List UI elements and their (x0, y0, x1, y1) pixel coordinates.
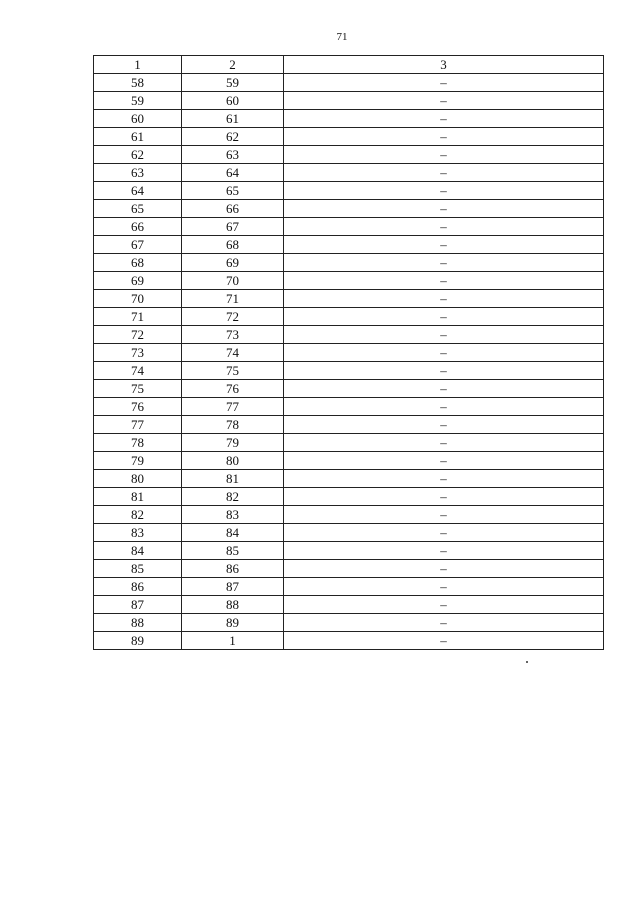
table-cell-col-2: 60 (182, 92, 284, 110)
table-cell-col-2: 76 (182, 380, 284, 398)
table-cell-col-1: 63 (94, 164, 182, 182)
table-cell-col-3: – (284, 398, 604, 416)
table-cell-col-3: – (284, 254, 604, 272)
table-cell-col-1: 66 (94, 218, 182, 236)
table-row (94, 290, 604, 308)
table-body (94, 74, 604, 650)
table-cell-col-1: 69 (94, 272, 182, 290)
table-row (94, 182, 604, 200)
table-cell-col-3: – (284, 290, 604, 308)
table-cell-col-1: 76 (94, 398, 182, 416)
table-cell-col-2: 81 (182, 470, 284, 488)
table-cell-col-1: 88 (94, 614, 182, 632)
table-cell-col-3: – (284, 164, 604, 182)
table-row (94, 398, 604, 416)
table-cell-col-1: 61 (94, 128, 182, 146)
table-cell-col-2: 70 (182, 272, 284, 290)
table-cell-col-1: 74 (94, 362, 182, 380)
table-cell-col-2: 68 (182, 236, 284, 254)
table-cell-col-2: 69 (182, 254, 284, 272)
table-cell-col-2: 89 (182, 614, 284, 632)
column-header-1: 1 (94, 56, 182, 74)
table-cell-col-2: 63 (182, 146, 284, 164)
table-cell-col-1: 70 (94, 290, 182, 308)
table-cell-col-2: 64 (182, 164, 284, 182)
table-row (94, 74, 604, 92)
table-row (94, 632, 604, 650)
table-header (94, 56, 604, 74)
table-row (94, 596, 604, 614)
table-cell-col-2: 83 (182, 506, 284, 524)
table-cell-col-3: – (284, 488, 604, 506)
table-cell-col-3: – (284, 416, 604, 434)
table-cell-col-2: 78 (182, 416, 284, 434)
table-cell-col-3: – (284, 272, 604, 290)
table-row (94, 236, 604, 254)
table-cell-col-2: 73 (182, 326, 284, 344)
table-cell-col-3: – (284, 218, 604, 236)
table-cell-col-3: – (284, 146, 604, 164)
table-cell-col-1: 86 (94, 578, 182, 596)
table-row (94, 254, 604, 272)
table-cell-col-3: – (284, 200, 604, 218)
table-cell-col-3: – (284, 506, 604, 524)
table-cell-col-2: 82 (182, 488, 284, 506)
table-cell-col-2: 88 (182, 596, 284, 614)
table-cell-col-2: 61 (182, 110, 284, 128)
table-row (94, 524, 604, 542)
table-row (94, 416, 604, 434)
table-cell-col-1: 77 (94, 416, 182, 434)
table-cell-col-1: 85 (94, 560, 182, 578)
table-cell-col-2: 62 (182, 128, 284, 146)
table-cell-col-1: 87 (94, 596, 182, 614)
table-cell-col-2: 86 (182, 560, 284, 578)
table-cell-col-1: 80 (94, 470, 182, 488)
table-cell-col-3: – (284, 614, 604, 632)
table-row (94, 272, 604, 290)
table-cell-col-1: 72 (94, 326, 182, 344)
table-row (94, 506, 604, 524)
table-cell-col-3: – (284, 524, 604, 542)
table-cell-col-3: – (284, 74, 604, 92)
column-header-3: 3 (284, 56, 604, 74)
table-row (94, 344, 604, 362)
table-row (94, 488, 604, 506)
table-cell-col-1: 71 (94, 308, 182, 326)
table-cell-col-2: 84 (182, 524, 284, 542)
table-row (94, 578, 604, 596)
table-cell-col-3: – (284, 236, 604, 254)
table-cell-col-1: 78 (94, 434, 182, 452)
table-cell-col-2: 71 (182, 290, 284, 308)
table-cell-col-2: 1 (182, 632, 284, 650)
table-row (94, 164, 604, 182)
column-header-2: 2 (182, 56, 284, 74)
page-number: 71 (336, 31, 348, 43)
table-cell-col-3: – (284, 542, 604, 560)
table-cell-col-2: 65 (182, 182, 284, 200)
table-row (94, 128, 604, 146)
table-cell-col-1: 59 (94, 92, 182, 110)
table-cell-col-1: 83 (94, 524, 182, 542)
table-cell-col-2: 72 (182, 308, 284, 326)
table-cell-col-1: 58 (94, 74, 182, 92)
table-cell-col-1: 67 (94, 236, 182, 254)
table-row (94, 380, 604, 398)
table-row (94, 452, 604, 470)
table-cell-col-2: 59 (182, 74, 284, 92)
table-cell-col-1: 73 (94, 344, 182, 362)
table-cell-col-3: – (284, 560, 604, 578)
table-cell-col-2: 75 (182, 362, 284, 380)
table-cell-col-2: 87 (182, 578, 284, 596)
table-row (94, 560, 604, 578)
table-cell-col-1: 81 (94, 488, 182, 506)
table-row (94, 200, 604, 218)
table-cell-col-3: – (284, 470, 604, 488)
table-cell-col-3: – (284, 380, 604, 398)
table-cell-col-1: 60 (94, 110, 182, 128)
table-cell-col-2: 74 (182, 344, 284, 362)
table-row (94, 326, 604, 344)
table-cell-col-3: – (284, 92, 604, 110)
table-cell-col-2: 79 (182, 434, 284, 452)
data-table (93, 55, 604, 650)
table-cell-col-2: 85 (182, 542, 284, 560)
table-row (94, 470, 604, 488)
table-cell-col-3: – (284, 182, 604, 200)
table-cell-col-3: – (284, 452, 604, 470)
table-cell-col-1: 79 (94, 452, 182, 470)
table-cell-col-3: – (284, 632, 604, 650)
table-cell-col-3: – (284, 344, 604, 362)
table-row (94, 362, 604, 380)
table-row (94, 92, 604, 110)
table-header-row (94, 56, 604, 74)
table-cell-col-1: 65 (94, 200, 182, 218)
table-row (94, 614, 604, 632)
table-cell-col-3: – (284, 596, 604, 614)
table-cell-col-1: 64 (94, 182, 182, 200)
table-cell-col-3: – (284, 362, 604, 380)
table-cell-col-1: 62 (94, 146, 182, 164)
table-row (94, 146, 604, 164)
scan-speck (526, 661, 528, 663)
table-cell-col-2: 77 (182, 398, 284, 416)
table-row (94, 542, 604, 560)
table-row (94, 218, 604, 236)
table-cell-col-1: 75 (94, 380, 182, 398)
table-cell-col-3: – (284, 128, 604, 146)
table-cell-col-2: 66 (182, 200, 284, 218)
table-cell-col-1: 82 (94, 506, 182, 524)
table-cell-col-1: 89 (94, 632, 182, 650)
table-row (94, 308, 604, 326)
table-cell-col-2: 80 (182, 452, 284, 470)
table-cell-col-2: 67 (182, 218, 284, 236)
table-cell-col-3: – (284, 308, 604, 326)
table-cell-col-3: – (284, 326, 604, 344)
table-row (94, 434, 604, 452)
table-cell-col-3: – (284, 110, 604, 128)
table-cell-col-1: 68 (94, 254, 182, 272)
table-cell-col-1: 84 (94, 542, 182, 560)
table-row (94, 110, 604, 128)
table-cell-col-3: – (284, 434, 604, 452)
table-cell-col-3: – (284, 578, 604, 596)
